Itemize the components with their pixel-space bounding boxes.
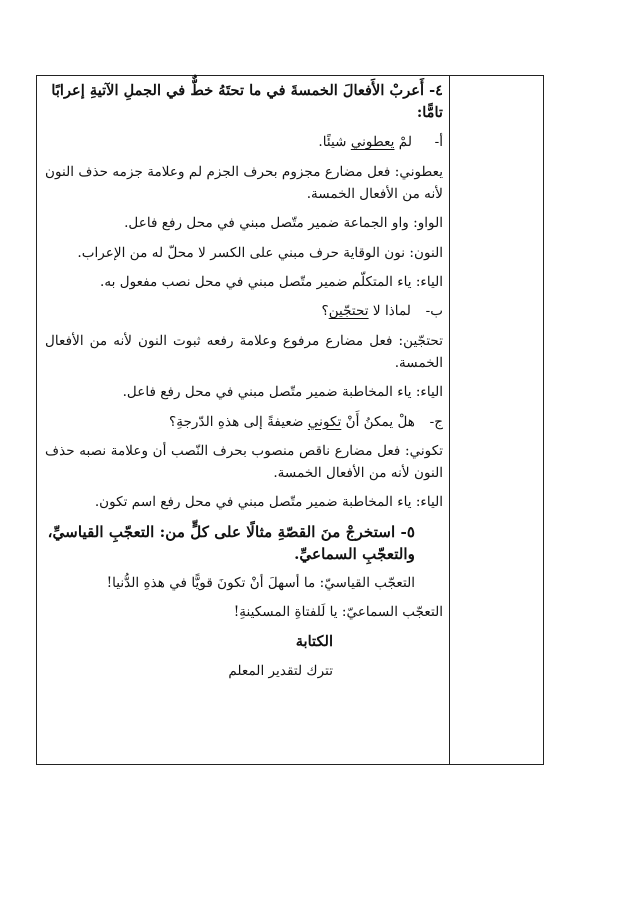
sentence-a-pre: لمْ xyxy=(394,134,412,151)
writing-section-title: الكتابة xyxy=(295,632,333,650)
margin-column-divider xyxy=(449,76,450,764)
sentence-b-pre: لماذا لا xyxy=(368,303,411,320)
sentence-a-post: شيئًا. xyxy=(318,134,351,151)
answer-content xyxy=(45,80,443,690)
sentence-c-label: ج- xyxy=(429,413,443,430)
parse-a-line-2: الواو: واو الجماعة ضمير متّصل مبني في محل رفع فاعل. xyxy=(124,215,443,232)
sentence-c xyxy=(45,411,443,433)
parse-c-line-1: تكوني: فعل مضارع ناقص منصوب بحرف النّصب أن وعلامة نصبه حذف النون لأنه من الأفعال الخمسة. xyxy=(45,442,443,481)
worksheet-table xyxy=(36,75,544,765)
sentence-b-post: ؟ xyxy=(321,303,329,320)
parse-b-line-2: الياء: ياء المخاطبة ضمير متّصل مبني في محل رفع فاعل. xyxy=(122,384,443,401)
sentence-c-underlined-verb: تكوني xyxy=(307,413,342,430)
parse-b-line-1: تحتجّين: فعل مضارع مرفوع وعلامة رفعه ثبوت النون لأنه من الأفعال الخمسة. xyxy=(45,332,443,371)
question-4-title: ٤- أَعربْ الأَفعالَ الخمسةَ في ما تحتَهُ خطٌّ في الجملِ الآتيةِ إعرابًا تامًّا: xyxy=(51,82,443,121)
sentence-c-post: ضعيفةً إلى هذهِ الدّرجةِ؟ xyxy=(168,413,308,430)
sentence-c-pre: هلْ يمكنُ أَنْ xyxy=(341,413,415,430)
parse-c-line-2: الياء: ياء المخاطبة ضمير متّصل مبني في محل رفع اسم تكون. xyxy=(94,494,443,511)
parse-a-line-1: يعطوني: فعل مضارع مجزوم بحرف الجزم لم وعلامة جزمه حذف النون لأنه من الأفعال الخمسة. xyxy=(45,163,443,202)
sentence-b xyxy=(45,300,443,322)
parse-a-line-4: الياء: ياء المتكلّم ضمير متّصل مبني في محل نصب مفعول به. xyxy=(100,273,443,290)
sentence-b-underlined-verb: تحتجّين xyxy=(328,303,369,320)
sentence-a-label: أ- xyxy=(434,134,443,151)
parse-a-line-3: النون: نون الوقاية حرف مبني على الكسر لا محلّ له من الإعراب. xyxy=(77,244,443,261)
sentence-a xyxy=(45,131,443,153)
question-5-title: ٥- استخرجْ منَ القصّةِ مثالًا على كلٍّ من: التعجّبِ القياسيِّ، والتعجّبِ السماعيِّ. xyxy=(47,522,415,563)
sentence-a-underlined-verb: يعطوني xyxy=(350,134,395,151)
example-analogical-exclamation: التعجّب القياسيّ: ما أسهلَ أنْ تكونَ قويًّا في هذهِ الدُّنيا! xyxy=(106,575,415,592)
example-auditory-exclamation: التعجّب السماعيّ: يا لَلفتاةِ المسكينةِ! xyxy=(233,604,443,621)
sentence-b-label: ب- xyxy=(425,303,443,320)
writing-section-note: تترك لتقدير المعلم xyxy=(228,663,333,680)
